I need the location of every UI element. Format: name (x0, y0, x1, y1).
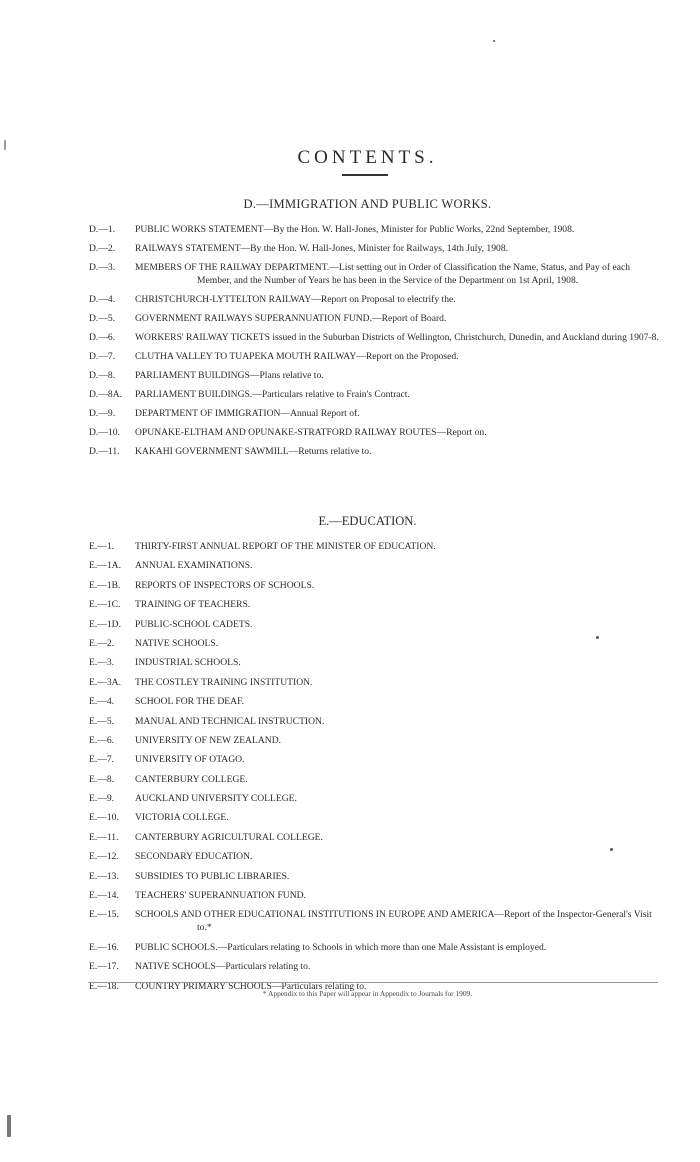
contents-entry (89, 242, 660, 255)
entry-code: E.—2. (89, 637, 115, 649)
entry-title: NATIVE SCHOOLS. (135, 637, 219, 649)
section-heading-immigration-public-works: D.—IMMIGRATION AND PUBLIC WORKS. (243, 197, 492, 211)
contents-entry (89, 695, 660, 708)
contents-entry (89, 715, 660, 728)
contents-entry (89, 618, 660, 631)
section-heading-education: E.—EDUCATION. (318, 514, 417, 528)
contents-entry (89, 960, 660, 973)
contents-entry (89, 350, 660, 363)
entry-code: E.—1A. (89, 560, 121, 572)
section-e-list (89, 540, 660, 999)
entry-title: CLUTHA VALLEY TO TUAPEKA MOUTH RAILWAY—Report on the Proposed. (135, 351, 459, 362)
entry-title: PARLIAMENT BUILDINGS.—Particulars relative to Frain's Contract. (135, 389, 410, 400)
scan-speck (4, 140, 6, 150)
entry-title: TRAINING OF TEACHERS. (135, 599, 251, 611)
contents-entry (89, 656, 660, 669)
contents-entry (89, 831, 660, 844)
entry-title: CANTERBURY AGRICULTURAL COLLEGE. (135, 831, 323, 843)
entry-code: D.—8A. (89, 389, 123, 400)
contents-entry (89, 850, 660, 863)
entry-code: D.—2. (89, 243, 116, 254)
entry-title: UNIVERSITY OF OTAGO. (135, 754, 245, 766)
contents-entry (89, 312, 660, 325)
entry-title: INDUSTRIAL SCHOOLS. (135, 657, 241, 669)
entry-code: D.—10. (89, 427, 120, 438)
entry-code: D.—9. (89, 408, 116, 419)
contents-entry (89, 559, 660, 572)
scan-speck (610, 848, 613, 851)
contents-entry (89, 753, 660, 766)
contents-entry (89, 773, 660, 786)
entry-title: ANNUAL EXAMINATIONS. (135, 560, 253, 572)
contents-entry (89, 407, 660, 420)
contents-entry (89, 369, 660, 382)
entry-code: E.—18. (89, 980, 119, 992)
entry-title: WORKERS' RAILWAY TICKETS issued in the Suburban Districts of Wellington, Christchurch, Dunedin, and Auckland during 1907-8. (135, 332, 659, 343)
entry-code: E.—3A. (89, 676, 121, 688)
contents-entry (89, 941, 660, 954)
entry-title: MANUAL AND TECHNICAL INSTRUCTION. (135, 715, 325, 727)
contents-entry (89, 540, 660, 553)
contents-entry (89, 870, 660, 883)
entry-title: THIRTY-FIRST ANNUAL REPORT OF THE MINISTER OF EDUCATION. (135, 541, 436, 552)
entry-title: CANTERBURY COLLEGE. (135, 773, 248, 785)
contents-entry (89, 223, 660, 236)
entry-code: E.—9. (89, 793, 115, 805)
entry-title: PUBLIC SCHOOLS.—Particulars relating to Schools in which more than one Male Assistant is employed. (135, 941, 547, 953)
entry-code: E.—1D. (89, 618, 121, 630)
entry-code: E.—15. (89, 909, 119, 921)
footnote: * Appendix to this Paper will appear in Appendix to Journals for 1909. (262, 989, 473, 998)
entry-code: E.—7. (89, 754, 115, 766)
section-d-list (89, 223, 660, 464)
entry-title: GOVERNMENT RAILWAYS SUPERANNUATION FUND.—Report of Board. (135, 313, 447, 324)
entry-code: D.—8. (89, 370, 116, 381)
entry-title: PUBLIC-SCHOOL CADETS. (135, 618, 253, 630)
entry-title: CHRISTCHURCH-LYTTELTON RAILWAY—Report on Proposal to electrify the. (135, 294, 456, 305)
entry-title: SECONDARY EDUCATION. (135, 851, 253, 863)
entry-title: REPORTS OF INSPECTORS OF SCHOOLS. (135, 579, 315, 591)
entry-code: D.—5. (89, 313, 116, 324)
entry-code: E.—14. (89, 890, 119, 902)
entry-code: E.—5. (89, 715, 115, 727)
entry-title: KAKAHI GOVERNMENT SAWMILL—Returns relative to. (135, 446, 372, 457)
scan-speck (596, 636, 599, 639)
entry-code: E.—1B. (89, 579, 121, 591)
contents-entry (89, 676, 660, 689)
contents-entry (89, 426, 660, 439)
scan-speck (7, 1115, 11, 1137)
contents-entry (89, 811, 660, 824)
page-title: CONTENTS. (297, 146, 438, 168)
contents-entry (89, 792, 660, 805)
entry-code: E.—8. (89, 773, 115, 785)
entry-code: E.—4. (89, 696, 115, 708)
entry-code: E.—11. (89, 831, 119, 843)
footnote-divider (88, 982, 658, 983)
entry-code: E.—17. (89, 961, 119, 973)
contents-entry (89, 889, 660, 902)
contents-entry (89, 445, 660, 458)
entry-title: MEMBERS OF THE RAILWAY DEPARTMENT.—List setting out in Order of Classification the Name, Status, and Pay of each Member, and the Number of Years he has been in the Service of the Department on 1st April, 1908. (135, 262, 631, 286)
contents-entry (89, 388, 660, 401)
title-rule (342, 174, 388, 176)
contents-entry (89, 261, 660, 287)
entry-code: D.—11. (89, 446, 120, 457)
entry-code: D.—7. (89, 351, 116, 362)
entry-title: AUCKLAND UNIVERSITY COLLEGE. (135, 793, 297, 805)
entry-title: UNIVERSITY OF NEW ZEALAND. (135, 734, 282, 746)
entry-title: SCHOOL FOR THE DEAF. (135, 696, 245, 708)
entry-title: THE COSTLEY TRAINING INSTITUTION. (135, 676, 313, 688)
entry-title: TEACHERS' SUPERANNUATION FUND. (135, 890, 306, 902)
contents-entry (89, 293, 660, 306)
entry-code: E.—3. (89, 657, 115, 669)
entry-code: E.—10. (89, 812, 119, 824)
entry-title: DEPARTMENT OF IMMIGRATION—Annual Report of. (135, 408, 360, 419)
contents-entry (89, 331, 660, 344)
entry-code: D.—1. (89, 224, 116, 235)
entry-title: PARLIAMENT BUILDINGS—Plans relative to. (135, 370, 324, 381)
entry-code: E.—16. (89, 941, 119, 953)
entry-code: D.—6. (89, 332, 116, 343)
contents-entry (89, 734, 660, 747)
entry-title: VICTORIA COLLEGE. (135, 812, 229, 824)
entry-title: RAILWAYS STATEMENT—By the Hon. W. Hall-Jones, Minister for Railways, 14th July, 1908. (135, 243, 509, 254)
contents-entry (89, 637, 660, 650)
entry-code: D.—3. (89, 262, 116, 273)
scan-speck (493, 40, 495, 42)
contents-entry (89, 908, 660, 934)
entry-title: OPUNAKE-ELTHAM AND OPUNAKE-STRATFORD RAILWAY ROUTES—Report on. (135, 427, 487, 438)
entry-code: E.—6. (89, 734, 115, 746)
entry-code: D.—4. (89, 294, 116, 305)
contents-entry (89, 579, 660, 592)
entry-code: E.—12. (89, 851, 119, 863)
entry-title: SCHOOLS AND OTHER EDUCATIONAL INSTITUTIONS IN EUROPE AND AMERICA—Report of the Inspector-General's Visit to.* (135, 909, 652, 934)
entry-code: E.—13. (89, 870, 119, 882)
entry-title: NATIVE SCHOOLS—Particulars relating to. (135, 961, 311, 973)
entry-title: PUBLIC WORKS STATEMENT—By the Hon. W. Hall-Jones, Minister for Public Works, 22nd September, 1908. (135, 224, 575, 235)
entry-code: E.—1. (89, 541, 115, 552)
entry-title: COUNTRY PRIMARY SCHOOLS—Particulars relating to. (135, 980, 367, 992)
entry-code: E.—1C. (89, 599, 121, 611)
contents-entry (89, 598, 660, 611)
entry-title: SUBSIDIES TO PUBLIC LIBRARIES. (135, 870, 290, 882)
